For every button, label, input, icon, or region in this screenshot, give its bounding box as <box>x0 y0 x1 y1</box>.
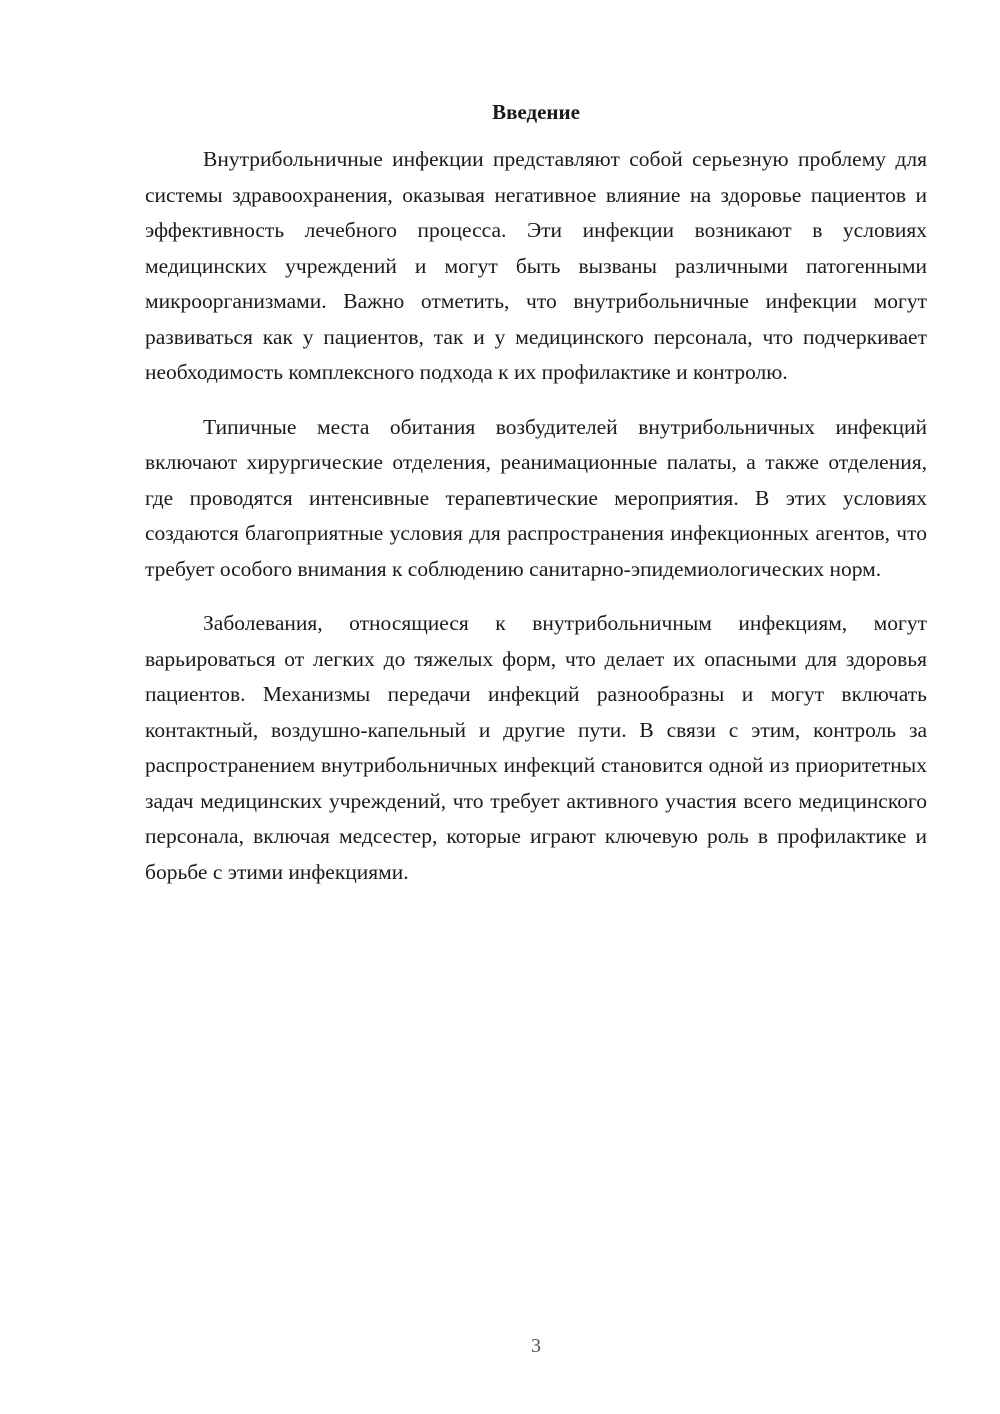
paragraph-3: Заболевания, относящиеся к внутрибольничным инфекциям, могут варьироваться от легких до тяжелых форм, что делает их опасными для здоровья пациентов. Механизмы передачи инфекций разнообразны и могут включать контактный, воздушно-капельный и другие пути. В связи с этим, контроль за распространением внутрибольничных инфекций становится одной из приоритетных задач медицинских учреждений, что требует активного участия всего медицинского персонала, включая медсестер, которые играют ключевую роль в профилактике и борьбе с этими инфекциями. <box>145 611 927 884</box>
section-title: Введение <box>492 100 580 124</box>
document-body <box>145 142 927 909</box>
page-number: 3 <box>531 1335 541 1357</box>
paragraph-2: Типичные места обитания возбудителей внутрибольничных инфекций включают хирургические отделения, реанимационные палаты, а также отделения, где проводятся интенсивные терапевтические мероприятия. В этих условиях создаются благоприятные условия для распространения инфекционных агентов, что требует особого внимания к соблюдению санитарно-эпидемиологических норм. <box>145 414 927 581</box>
paragraph-1: Внутрибольничные инфекции представляют собой серьезную проблему для системы здравоохранения, оказывая негативное влияние на здоровье пациентов и эффективность лечебного процесса. Эти инфекции возникают в условиях медицинских учреждений и могут быть вызваны различными патогенными микроорганизмами. Важно отметить, что внутрибольничные инфекции могут развиваться как у пациентов, так и у медицинского персонала, что подчеркивает необходимость комплексного подхода к их профилактике и контролю. <box>145 147 927 384</box>
